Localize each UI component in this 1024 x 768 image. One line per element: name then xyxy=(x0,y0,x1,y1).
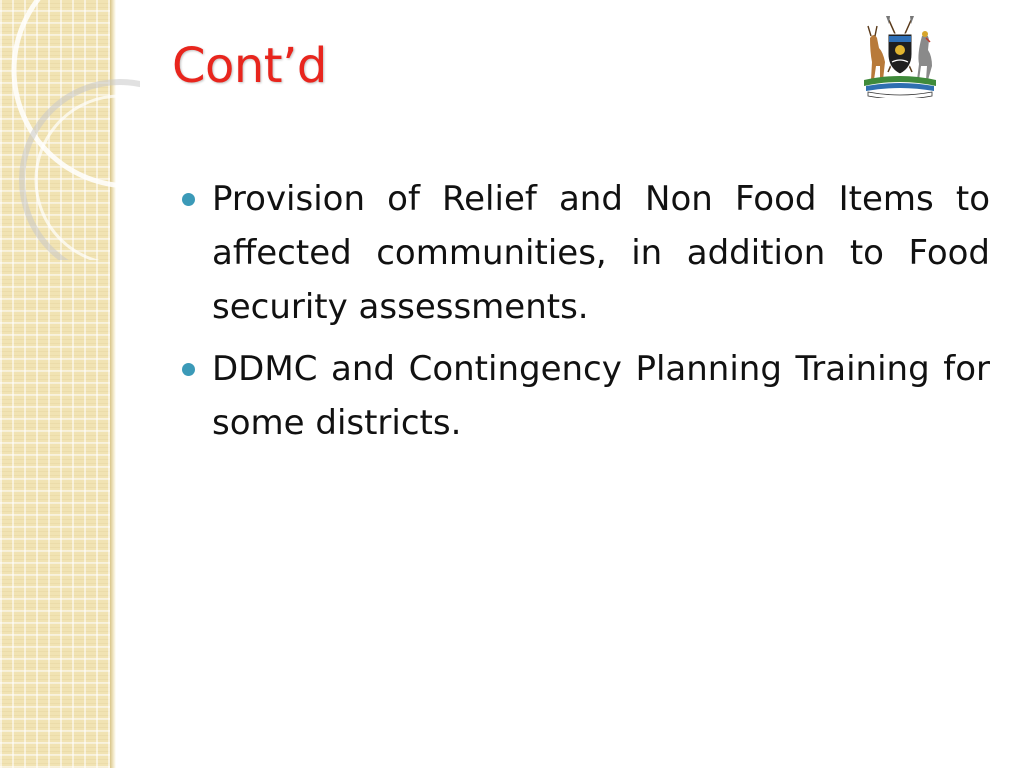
bullet-item-relief xyxy=(182,172,990,334)
bullet-dot-icon xyxy=(182,363,195,376)
bullet-text: Provision of Relief and Non Food Items to affected communities, in addition to Food security assessments. xyxy=(212,179,990,327)
bullet-dot-icon xyxy=(182,193,195,206)
slide-title: Cont’d xyxy=(172,38,327,94)
decorative-rings-icon xyxy=(0,0,140,260)
uganda-coat-of-arms-icon xyxy=(858,14,942,98)
bullet-list xyxy=(182,172,990,458)
bullet-text: DDMC and Contingency Planning Training for some districts. xyxy=(212,349,990,443)
bullet-item-ddmc xyxy=(182,342,990,450)
